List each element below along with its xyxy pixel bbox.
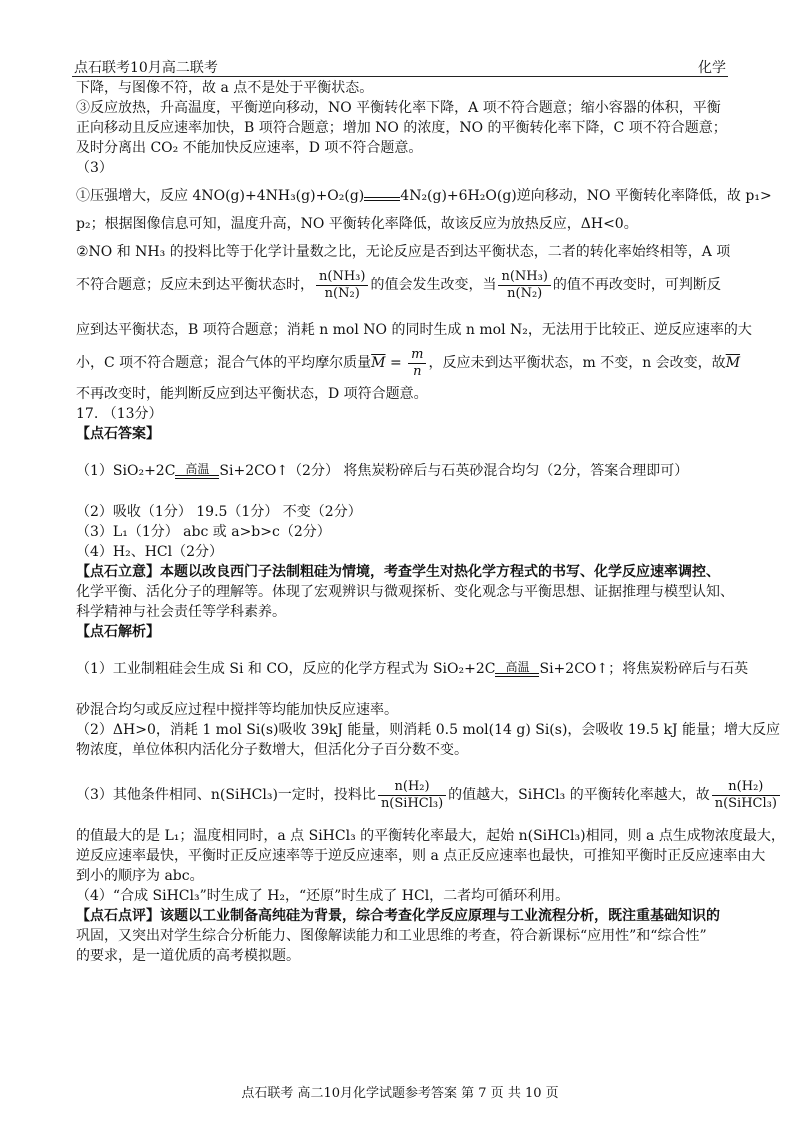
text-line: （2）ΔH>0，消耗 1 mol Si(s)吸收 39kJ 能量，则消耗 0.5 mol(14 g) Si(s)，会吸收 19.5 kJ 能量；增大反应	[76, 722, 781, 738]
answer-content	[76, 78, 785, 966]
text-line: 【点石点评】该题以工业制备高纯硅为背景，综合考查化学反应原理与工业流程分析，既注重基础知识的	[76, 908, 720, 924]
fraction-h2-sihcl3: $\frac{\text{n(H₂)}}{\text{n(SiHCl₃)}}$	[712, 779, 780, 812]
text-line: 下降，与图像不符，故 a 点不是处于平衡状态。	[76, 80, 374, 96]
answer-heading: 【点石答案】	[76, 426, 160, 442]
text-line: 物浓度，单位体积内活化分子数增大，但活化分子百分数不变。	[76, 742, 468, 758]
text-line: ②NO 和 NH₃ 的投料比等于化学计量数之比，无论反应是否到达平衡状态，二者的转化率始终相等，A 项	[76, 244, 731, 260]
answer-line: （1）SiO₂+2C 高温 Si+2CO↑（2分） 将焦炭粉碎后与石英砂混合均匀（2分，答案合理即可）	[76, 462, 689, 479]
text-line: ①压强增大，反应 4NO(g)+4NH₃(g)+O₂(g) 4N₂(g)+6H₂O(g)逆向移动，NO 平衡转化率降低，故 p₁>	[76, 188, 772, 204]
text-line: 砂混合均匀或反应过程中搅拌等均能加快反应速率。	[76, 702, 398, 718]
text-line: 化学平衡、活化分子的理解等。体现了宏观辨识与微观探析、变化观念与平衡思想、证据推理与模型认知、	[76, 584, 734, 600]
text-line: （4）“合成 SiHCl₃”时生成了 H₂，“还原”时生成了 HCl，二者均可循环利用。	[76, 888, 570, 904]
fraction-nh3-n2: $\frac{\text{n(NH₃)}}{\text{n(N₂)}}$	[316, 269, 368, 302]
answer-line: （3）L₁（1分） abc 或 a>b>c（2分）	[76, 524, 331, 540]
text-line: 不再改变时，能判断反应到达平衡状态，D 项符合题意。	[76, 386, 428, 402]
fraction-nh3-n2: $\frac{\text{n(NH₃)}}{\text{n(N₂)}}$	[498, 269, 550, 302]
text-line: （3）其他条件相同、n(SiHCl₃)一定时，投料比 $\frac{\text{n(H₂)}}{\text{n(SiHCl₃)}}$ 的值越大，SiHCl₃ 的平衡转化率越大，故 $\frac{\text{n(H₂)}}{\text{n(SiHCl₃)}}$	[76, 772, 726, 818]
question-number: 17. （13分）	[76, 406, 163, 422]
answer-line: （2）吸收（1分） 19.5（1分） 不变（2分）	[76, 504, 362, 520]
text-line: 小，C 项不符合题意；混合气体的平均摩尔质量$\overline{M}$ = $\frac{m}{n}$ ，反应未到达平衡状态，m 不变，n 会改变，故$\overline{M}$	[76, 346, 741, 379]
text-line: 的要求，是一道优质的高考模拟题。	[76, 948, 300, 964]
exam-title: 点石联考10月高二联考	[74, 60, 218, 76]
reaction-condition: 高温	[175, 463, 219, 479]
fraction-h2-sihcl3: $\frac{\text{n(H₂)}}{\text{n(SiHCl₃)}}$	[378, 779, 446, 812]
text-line: ③反应放热，升高温度，平衡逆向移动，NO 平衡转化率下降，A 项不符合题意；缩小容器的体积，平衡	[76, 100, 721, 116]
text-line: 正向移动且反应速率加快，B 项符合题意；增加 NO 的浓度，NO 的平衡转化率下降，C 项不符合题意；	[76, 120, 727, 136]
text-line: 科学精神与社会责任等学科素养。	[76, 604, 286, 620]
answer-line: （4）H₂、HCl（2分）	[76, 544, 224, 560]
reaction-condition: 高温	[495, 661, 539, 677]
text-line: 【点石立意】本题以改良西门子法制粗硅为情境，考查学生对热化学方程式的书写、化学反应速率调控、	[76, 564, 720, 580]
text-line: 应到达平衡状态，B 项符合题意；消耗 n mol NO 的同时生成 n mol N₂，无法用于比较正、逆反应速率的大	[76, 322, 752, 338]
equilibrium-arrow-icon	[364, 191, 400, 201]
fraction-m-n: $\frac{m}{n}$	[408, 347, 426, 380]
text-line: 逆反应速率最快，平衡时正反应速率等于逆反应速率，则 a 点正反应速率也最快，可推知平衡时正反应速率由大	[76, 848, 766, 864]
analysis-heading: 【点石解析】	[76, 624, 160, 640]
subject-label: 化学	[698, 60, 726, 76]
text-line: 及时分离出 CO₂ 不能加快反应速率，D 项不符合题意。	[76, 140, 423, 156]
text-line: 的值最大的是 L₁；温度相同时，a 点 SiHCl₃ 的平衡转化率最大，起始 n(SiHCl₃)相同，则 a 点生成物浓度最大，	[76, 828, 785, 844]
text-line: （1）工业制粗硅会生成 Si 和 CO，反应的化学方程式为 SiO₂+2C 高温 Si+2CO↑；将焦炭粉碎后与石英	[76, 660, 749, 677]
text-line: p₂；根据图像信息可知，温度升高，NO 平衡转化率降低，故该反应为放热反应，ΔH<0。	[76, 216, 638, 232]
page-footer: 点石联考 高二10月化学试题参考答案 第 7 页 共 10 页	[241, 1086, 559, 1101]
text-line: 不符合题意；反应未到达平衡状态时， $\frac{\text{n(NH₃)}}{\text{n(N₂)}}$ 的值会发生改变，当 $\frac{\text{n(NH₃)}}{\text{n(N₂)}}$ 的值不再改变时，可判断反	[76, 268, 721, 301]
page-header	[72, 56, 728, 77]
text-line: 巩固，又突出对学生综合分析能力、图像解读能力和工业思维的考查，符合新课标“应用性”和“综合性”	[76, 928, 707, 944]
text-line: 到小的顺序为 abc。	[76, 868, 204, 884]
text-line: （3）	[76, 160, 113, 176]
